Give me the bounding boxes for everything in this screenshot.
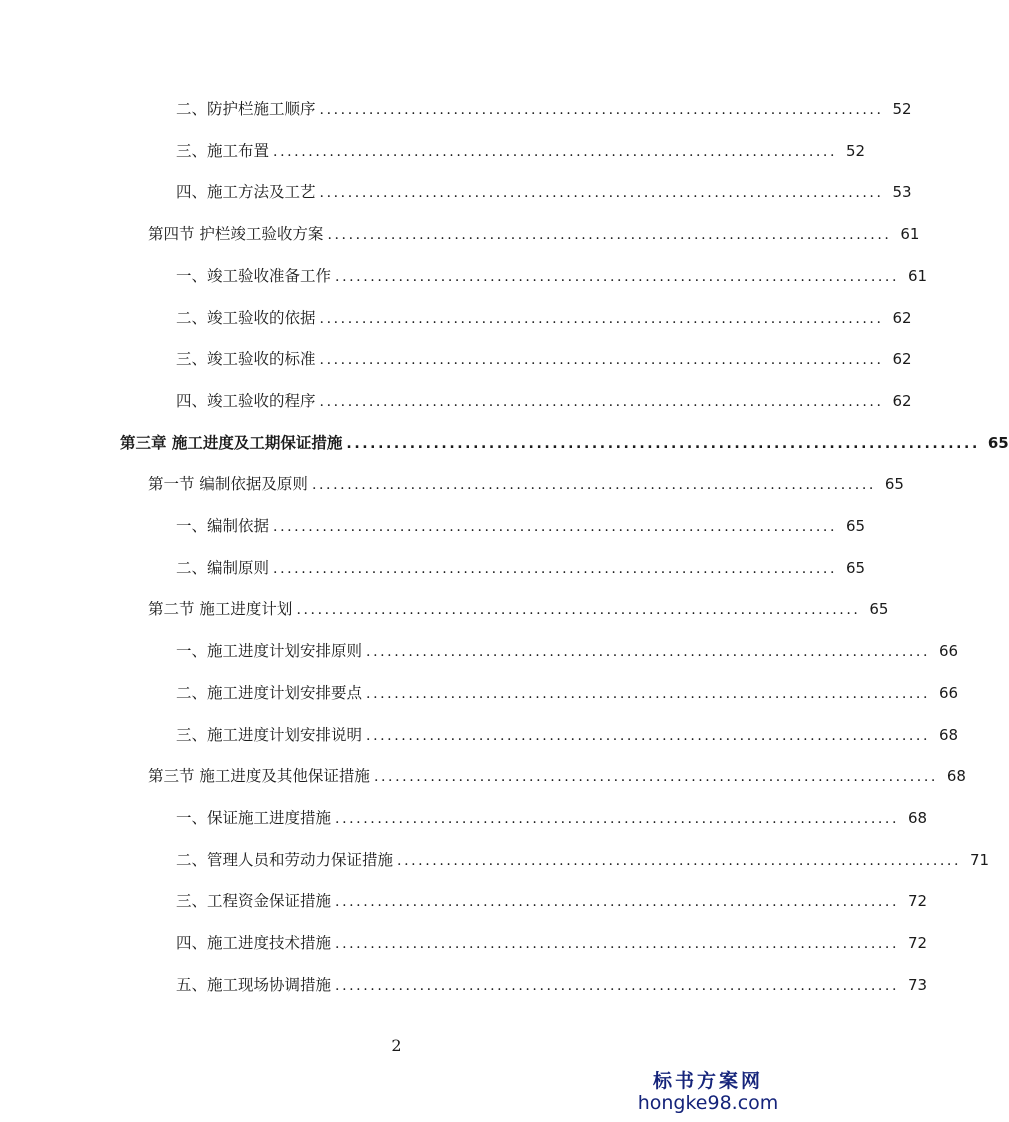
toc-entry-page: 61 — [907, 266, 928, 285]
toc-entry-item[interactable] — [176, 930, 928, 956]
toc-entry-page: 65 — [845, 558, 866, 577]
toc-entry-page: 52 — [892, 100, 912, 118]
toc-leader-dots: ................................................................................ — [319, 185, 884, 202]
toc-entry-item[interactable] — [176, 722, 959, 748]
toc-entry-section[interactable] — [148, 763, 966, 789]
toc-leader-dots: ................................................................................ — [327, 227, 892, 244]
toc-leader-dots: ................................................................................ — [273, 143, 838, 160]
toc-entry-label: 五、施工现场协调措施 — [176, 975, 332, 994]
toc-entry-label: 四、施工方法及工艺 — [176, 183, 316, 202]
toc-leader-dots: ................................................................................ — [366, 644, 931, 661]
watermark-title: 标书方案网 — [652, 1070, 763, 1092]
toc-leader-dots: ................................................................................ — [319, 310, 884, 327]
toc-leader-dots: ................................................................................ — [335, 268, 900, 285]
toc-entry-page: 62 — [892, 308, 912, 327]
toc-entry-label: 二、施工进度计划安排要点 — [176, 683, 363, 702]
toc-entry-page: 62 — [892, 350, 912, 369]
toc-entry-page: 61 — [900, 225, 920, 244]
toc-entry-item[interactable] — [176, 513, 866, 539]
toc-entry-item[interactable] — [176, 680, 959, 706]
watermark-url: hongke98.com — [637, 1092, 779, 1114]
toc-leader-dots: ................................................................................ — [346, 435, 980, 452]
toc-entry-label: 第四节 护栏竣工验收方案 — [148, 225, 324, 244]
toc-entry-page: 68 — [938, 725, 959, 744]
toc-entry-label: 一、竣工验收准备工作 — [176, 266, 332, 285]
toc-entry-label: 三、竣工验收的标准 — [176, 350, 316, 369]
toc-leader-dots: ................................................................................ — [296, 602, 861, 619]
toc-leader-dots: ................................................................................ — [366, 685, 931, 702]
toc-entry-label: 一、保证施工进度措施 — [176, 808, 332, 827]
toc-entry-page: 72 — [907, 892, 928, 911]
toc-entry-label: 第三节 施工进度及其他保证措施 — [148, 767, 370, 786]
toc-leader-dots: ................................................................................ — [366, 727, 931, 744]
toc-entry-item[interactable] — [176, 305, 912, 331]
toc-leader-dots: ................................................................................ — [335, 894, 900, 911]
toc-entry-label: 一、施工进度计划安排原则 — [176, 642, 363, 661]
toc-entry-item[interactable] — [176, 555, 866, 581]
toc-entry-page: 71 — [969, 850, 990, 869]
toc-entry-section[interactable] — [148, 221, 920, 247]
toc-entry-label: 三、施工进度计划安排说明 — [176, 725, 363, 744]
toc-entry-label: 三、施工布置 — [176, 141, 270, 160]
toc-entry-label: 第一节 编制依据及原则 — [148, 475, 308, 494]
toc-entry-page: 62 — [892, 391, 912, 410]
toc-entry-page: 72 — [907, 934, 928, 952]
toc-entry-page: 65 — [884, 475, 904, 494]
toc-entry-label: 三、工程资金保证措施 — [176, 892, 332, 911]
toc-entry-item[interactable] — [176, 96, 912, 122]
watermark-logo — [633, 1070, 783, 1114]
toc-entry-item[interactable] — [176, 388, 912, 414]
toc-leader-dots: ................................................................................ — [335, 810, 900, 827]
toc-leader-dots: ................................................................................ — [319, 352, 884, 369]
toc-entry-page: 53 — [892, 183, 912, 202]
toc-entry-page: 52 — [845, 141, 866, 160]
toc-leader-dots: ................................................................................ — [273, 560, 838, 577]
toc-entry-page: 66 — [938, 683, 959, 702]
toc-entry-item[interactable] — [176, 638, 959, 664]
toc-entry-label: 二、管理人员和劳动力保证措施 — [176, 850, 394, 869]
toc-leader-dots: ................................................................................ — [335, 936, 900, 952]
toc-entry-item[interactable] — [176, 138, 866, 164]
toc-entry-label: 四、竣工验收的程序 — [176, 391, 316, 410]
page-number: 2 — [391, 1036, 402, 1055]
toc-entry-label: 第二节 施工进度计划 — [148, 600, 293, 619]
toc-entry-page: 68 — [907, 808, 928, 827]
toc-entry-page: 66 — [938, 642, 959, 661]
toc-entry-page: 65 — [845, 517, 866, 535]
toc-entry-label: 二、编制原则 — [176, 558, 270, 577]
toc-entry-item[interactable] — [176, 263, 928, 289]
toc-entry-chapter[interactable] — [120, 430, 1009, 456]
toc-entry-item[interactable] — [176, 805, 928, 831]
toc-entry-item[interactable] — [176, 972, 928, 998]
toc-leader-dots: ................................................................................ — [335, 977, 900, 994]
toc-entry-label: 二、防护栏施工顺序 — [176, 100, 316, 118]
toc-entry-item[interactable] — [176, 847, 990, 873]
toc-entry-page: 73 — [907, 975, 928, 994]
toc-entry-section[interactable] — [148, 596, 889, 622]
toc-leader-dots: ................................................................................ — [319, 393, 884, 410]
toc-entry-item[interactable] — [176, 346, 912, 372]
toc-entry-item[interactable] — [176, 888, 928, 914]
toc-entry-page: 68 — [946, 767, 966, 786]
toc-leader-dots: ................................................................................ — [373, 769, 938, 786]
toc-entry-page: 65 — [987, 433, 1009, 452]
toc-entry-label: 一、编制依据 — [176, 517, 270, 535]
toc-leader-dots: ................................................................................ — [311, 477, 876, 494]
toc-entry-label: 二、竣工验收的依据 — [176, 308, 316, 327]
toc-entry-page: 65 — [869, 600, 889, 619]
toc-leader-dots: ................................................................................ — [273, 519, 838, 535]
toc-entry-section[interactable] — [148, 471, 904, 497]
toc-entry-item[interactable] — [176, 179, 912, 205]
toc-leader-dots: ................................................................................ — [397, 852, 962, 869]
toc-leader-dots: ................................................................................ — [319, 102, 884, 118]
toc-entry-label: 四、施工进度技术措施 — [176, 934, 332, 952]
toc-entry-label: 第三章 施工进度及工期保证措施 — [120, 433, 343, 452]
